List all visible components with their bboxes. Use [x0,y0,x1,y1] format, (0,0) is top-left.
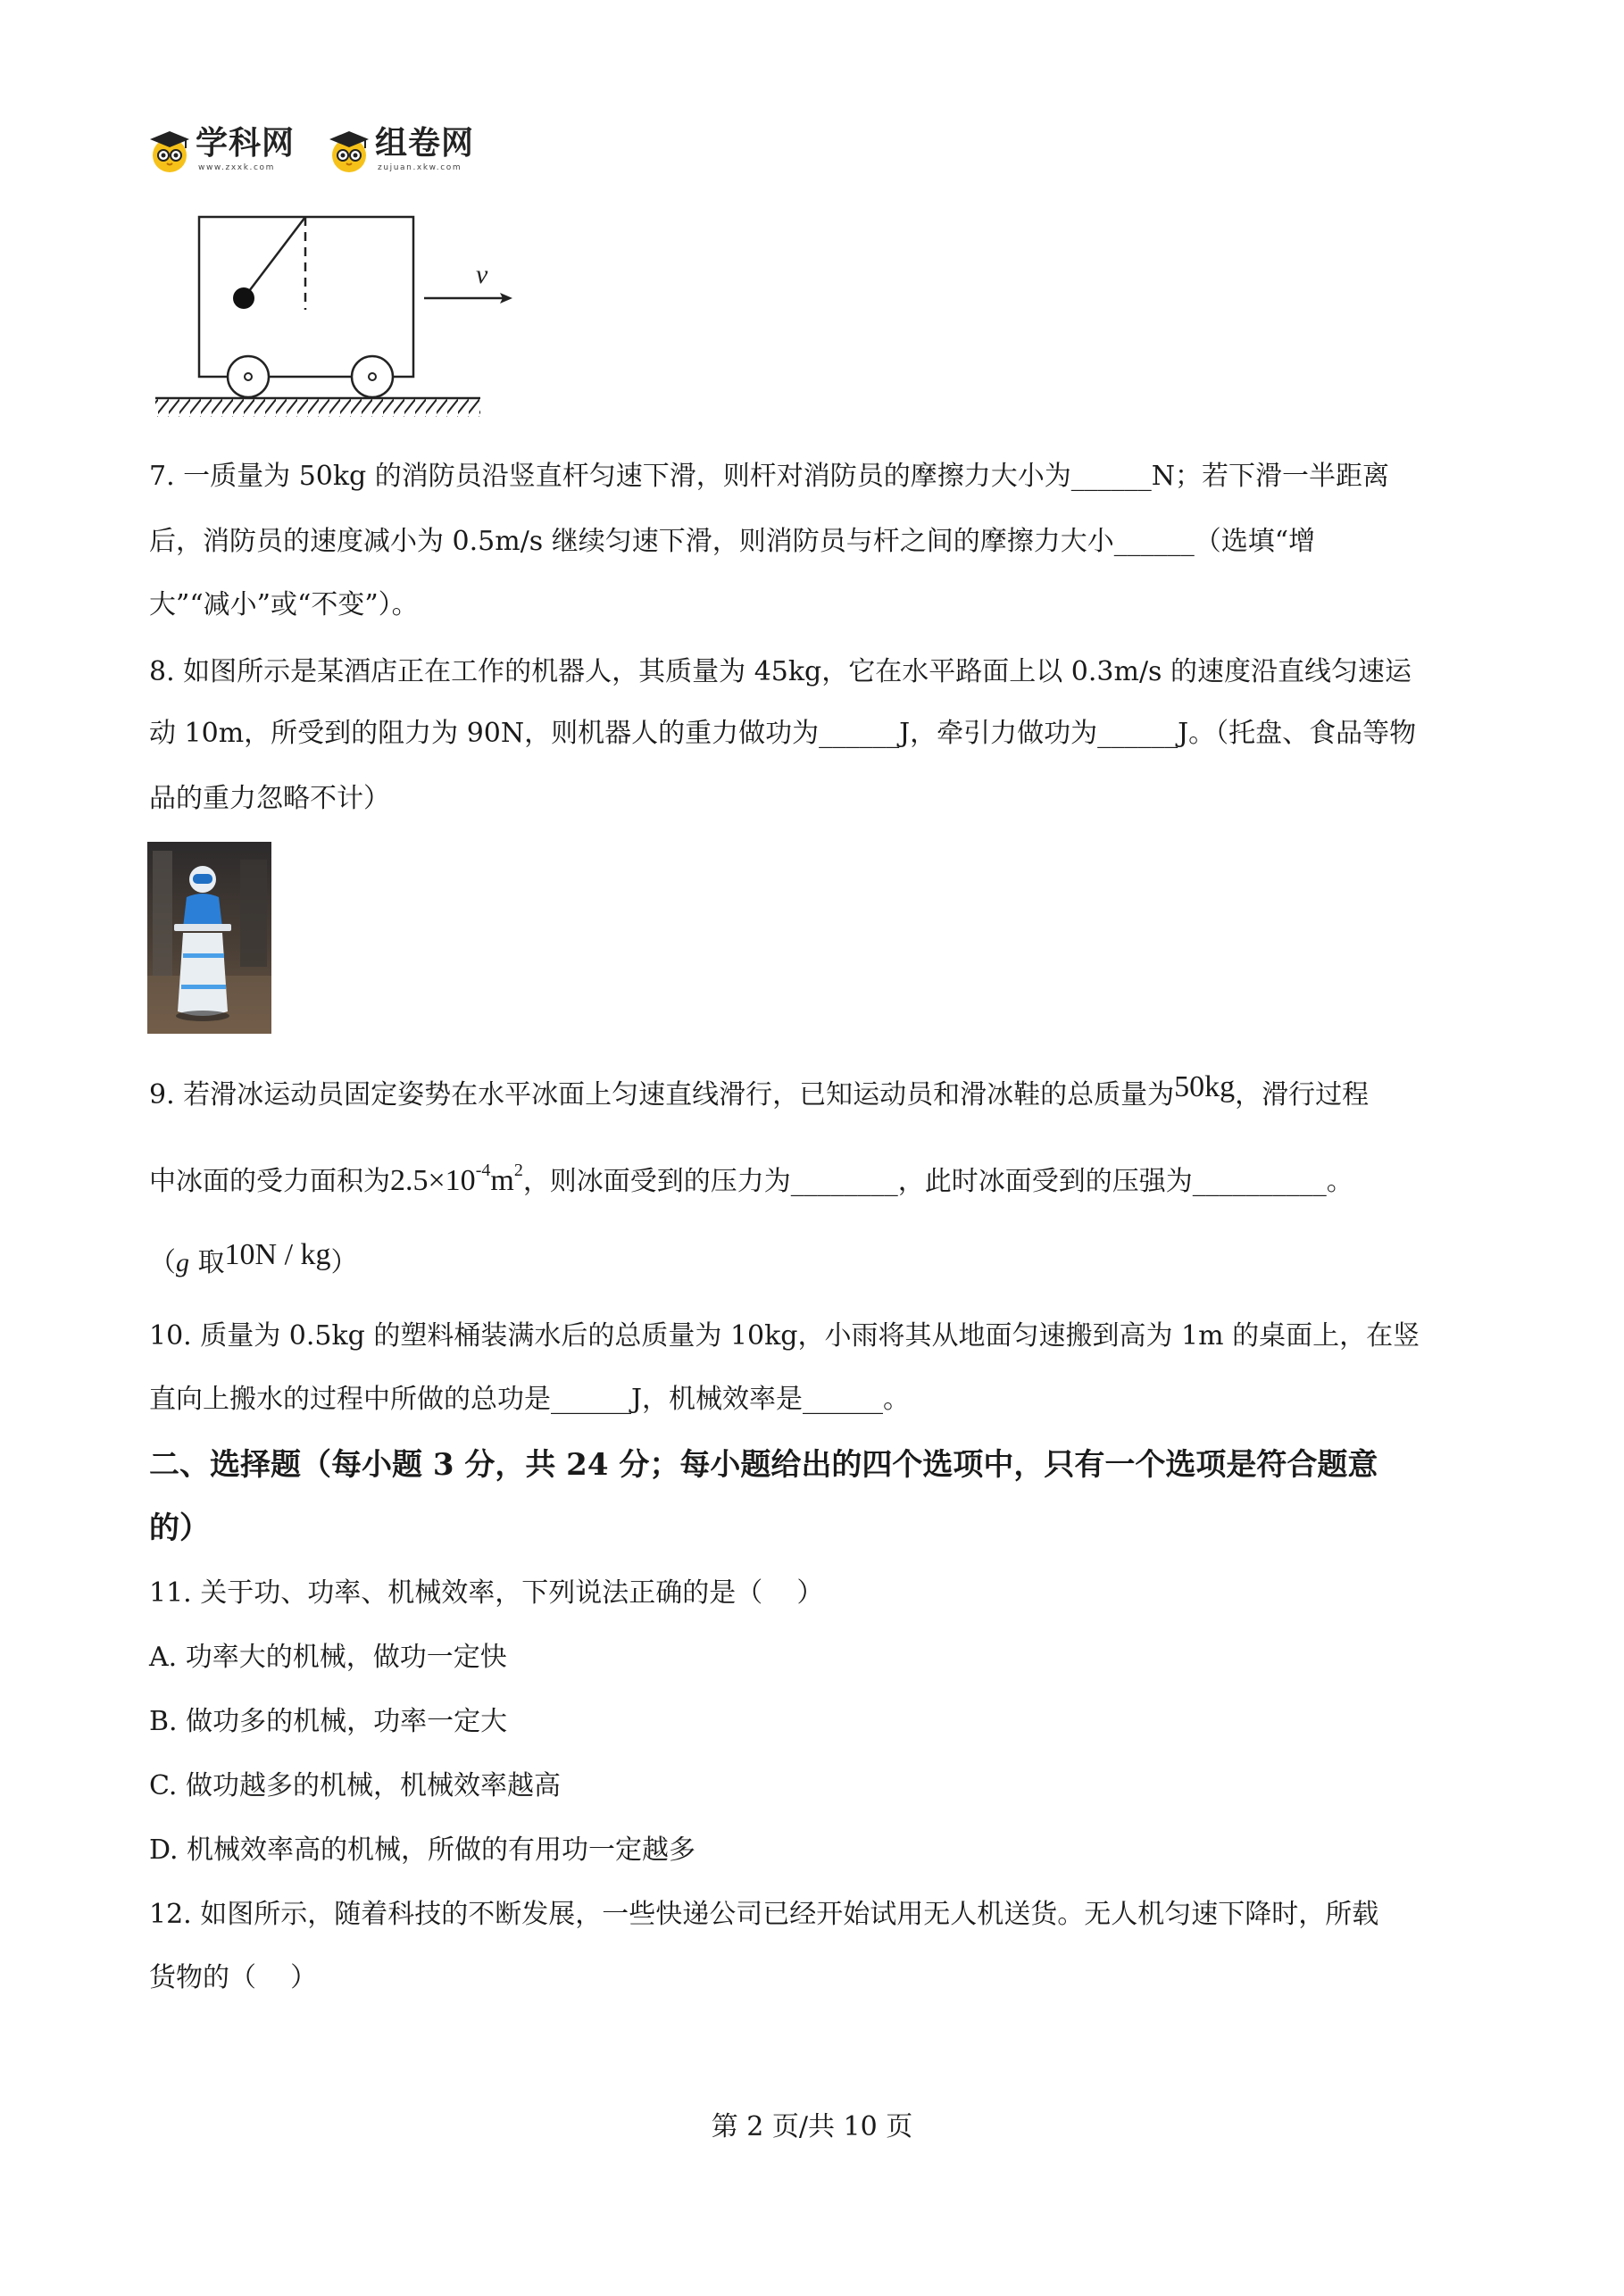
q9-close-paren: ） [330,1247,358,1278]
q9-tail-2: ，则冰面受到的压力为________，此时冰面受到的压强为__________。 [522,1166,1353,1197]
q9-line-3 [149,1238,358,1281]
page-number: 第 2 页/共 10 页 [711,2111,913,2142]
mass-formula: 50kg [1174,1070,1236,1103]
q10-line-1: 10. 质量为 0.5kg 的塑料桶装满水后的总质量为 10kg，小雨将其从地面匀速搬到高为 1m 的桌面上，在竖 [149,1320,1420,1352]
robot-base [178,933,228,1016]
pendulum-ball [233,287,254,309]
area-formula-base: 2.5×10 [390,1164,476,1197]
right-wheel-axle [369,373,376,380]
velocity-label: v [476,260,488,289]
q11-option-c: C. 做功越多的机械，机械效率越高 [149,1770,561,1801]
ground-hatching [155,399,480,417]
q9-line-1 [149,1070,1370,1113]
section-heading-line-1: 二、选择题（每小题 3 分，共 24 分；每小题给出的四个选项中，只有一个选项是符合题意 [149,1447,1378,1483]
logo-zxxk [147,123,317,179]
q12-line-2: 货物的（ ） [149,1962,318,1993]
q11-option-b: B. 做功多的机械，功率一定大 [149,1706,508,1737]
q8-line-1: 8. 如图所示是某酒店正在工作的机器人，其质量为 45kg，它在水平路面上以 0.3m/s 的速度沿直线匀速运 [149,656,1412,687]
owl-logo-icon [327,129,371,173]
q9-take: 取 [189,1247,225,1278]
robot-tray [174,924,231,931]
q7-line-1: 7. 一质量为 50kg 的消防员沿竖直杆匀速下滑，则杆对消防员的摩擦力大小为______N；若下滑一半距离 [149,461,1390,492]
q9-tail-1: ，滑行过程 [1235,1079,1370,1111]
q7-line-3: 大”“减小”或“不变”）。 [149,589,419,620]
robot-visor [193,874,212,884]
q9-text-2: 中冰面的受力面积为 [149,1166,390,1197]
q7-line-2: 后，消防员的速度减小为 0.5m/s 继续匀速下滑，则消防员与杆之间的摩擦力大小______（选填“增 [149,526,1316,557]
section-heading-line-2: 的） [149,1510,210,1546]
q12-line-1: 12. 如图所示，随着科技的不断发展，一些快递公司已经开始试用无人机送货。无人机匀速下降时，所载 [149,1899,1379,1930]
area-formula-exponent: -4 [475,1160,491,1180]
mortarboard-cap [329,131,369,147]
hotel-robot-photo [147,842,271,1034]
logo-url: www.zxxk.com [198,163,275,172]
q10-line-2: 直向上搬水的过程中所做的总功是______J，机械效率是______。 [149,1384,911,1415]
owl-logo-icon [147,129,192,173]
logo-name: 组卷网 [375,125,475,162]
q9-line-2 [149,1160,1353,1202]
q11-option-a: A. 功率大的机械，做功一定快 [149,1642,507,1673]
q8-line-3: 品的重力忽略不计） [149,783,390,814]
area-formula-unit: m [490,1164,514,1197]
robot-torso [183,894,222,928]
q8-line-2: 动 10m，所受到的阻力为 90N，则机器人的重力做功为______J，牵引力做功为______J。（托盘、食品等物 [149,718,1417,749]
background-pillar [153,851,172,976]
area-unit-exponent: 2 [513,1160,523,1180]
q9-open-paren: （ [149,1247,176,1278]
cart-pendulum-figure [147,201,522,433]
logo-url: zujuan.xkw.com [378,163,462,172]
mortarboard-cap [150,131,189,147]
left-wheel-axle [245,373,252,380]
logo-name: 学科网 [196,125,296,162]
logo-zujuan [327,123,496,179]
q11-stem: 11. 关于功、功率、机械效率，下列说法正确的是（ ） [149,1577,824,1609]
q9-text-1: 9. 若滑冰运动员固定姿势在水平冰面上匀速直线滑行，已知运动员和滑冰鞋的总质量为 [149,1079,1175,1111]
g-symbol: g [176,1248,189,1277]
g-value-formula: 10N / kg [224,1238,331,1271]
q11-option-d: D. 机械效率高的机械，所做的有用功一定越多 [149,1834,696,1866]
